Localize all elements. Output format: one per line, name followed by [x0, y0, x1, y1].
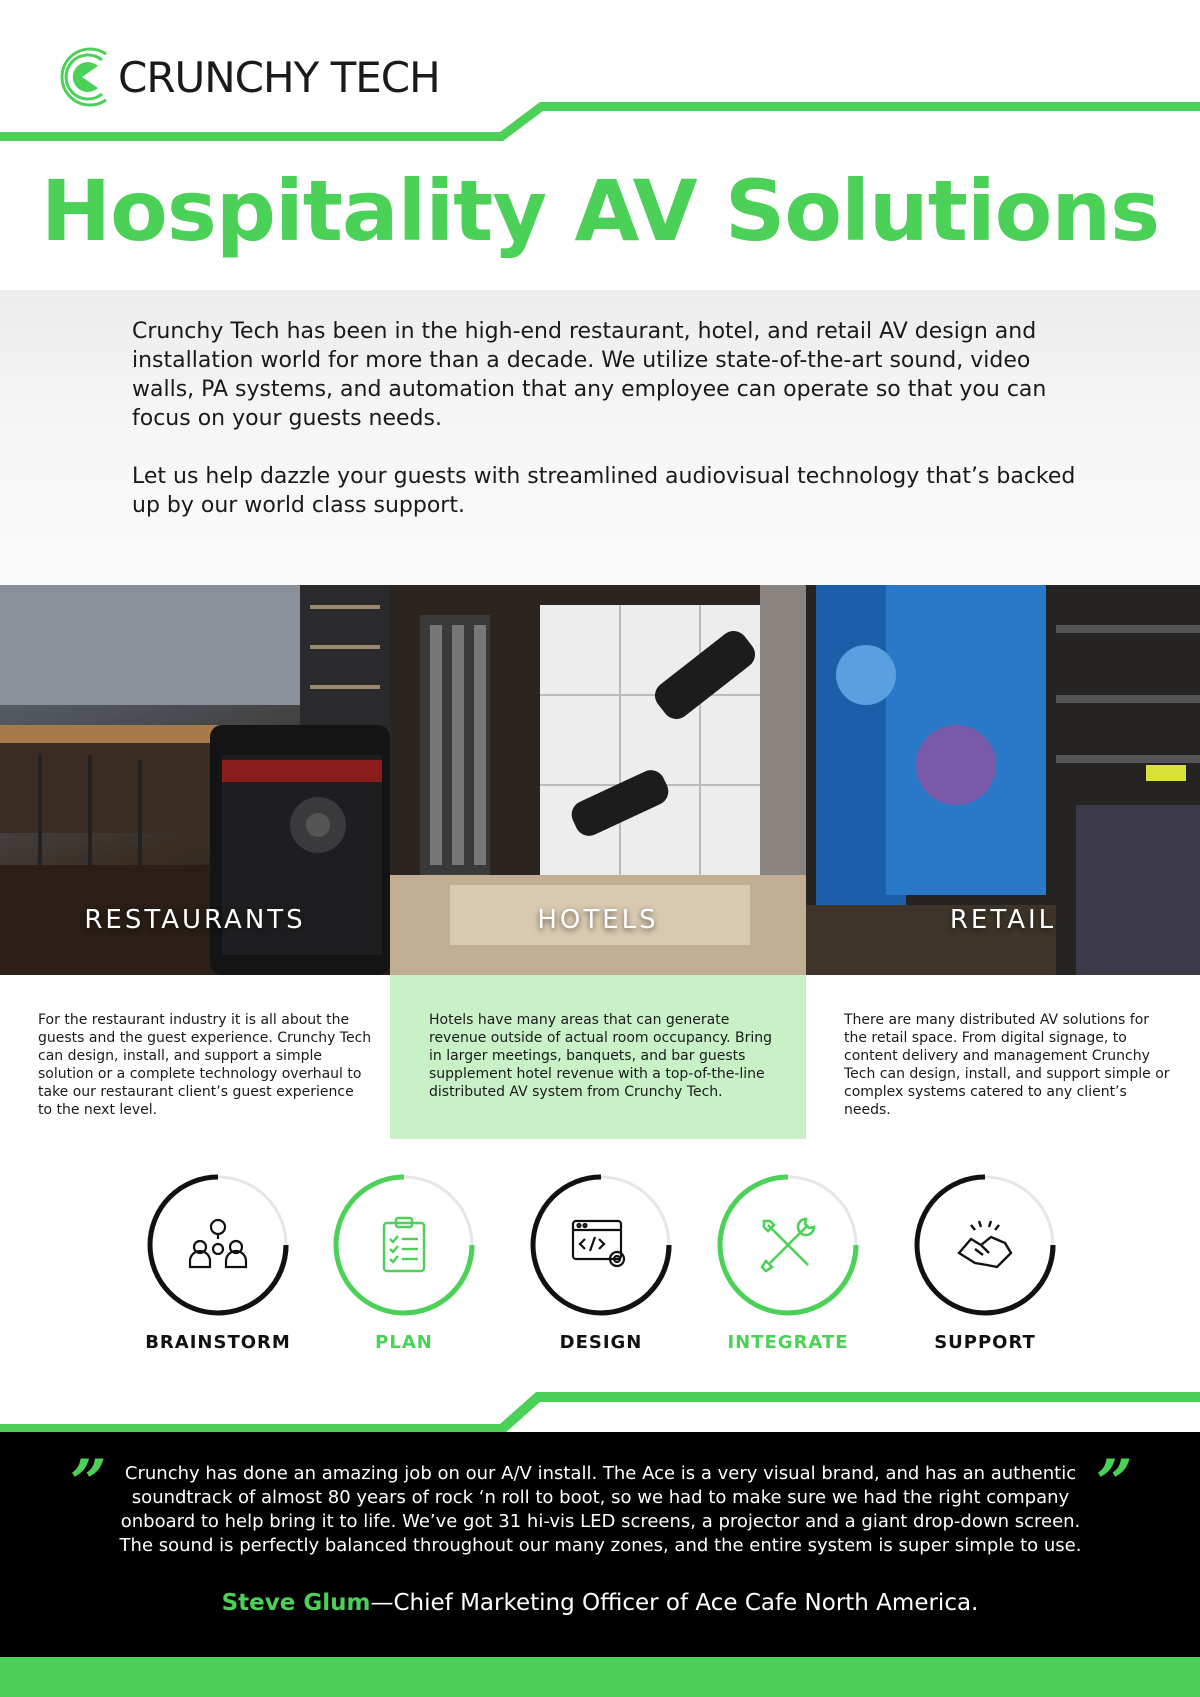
retail-description-text: There are many distributed AV solutions for the retail space. From digital signage, to content delivery and management Crunchy Tech can design, install, and support simple or complex systems catered to any client’s needs. — [844, 1012, 1170, 1118]
footer-bar — [0, 1657, 1200, 1697]
panel-label-hotels: HOTELS — [537, 905, 659, 935]
hotels-description-text: Hotels have many areas that can generate revenue outside of actual room occupancy. Bring in larger meetings, banquets, and bar guests supplement hotel revenue with a top-of-the-line distributed AV system from Crunchy Tech. — [429, 1012, 773, 1100]
panel-label-restaurants: RESTAURANTS — [84, 905, 306, 935]
step-label-plan: PLAN — [375, 1332, 433, 1353]
testimonial-name: Steve Glum — [221, 1590, 371, 1616]
handshake-icon — [953, 1213, 1017, 1277]
testimonial-quote: Crunchy has done an amazing job on our A/V install. The Ace is a very visual brand, and has an authentic soundtrack of almost 80 years of rock ‘n roll to boot, so we had to make sure we had the right company onboard to help bring it to life. We’ve got 31 hi-vis LED screens, a projector and a giant drop-down screen. The sound is perfectly balanced throughout our many zones, and the entire system is super simple to use. — [119, 1463, 1082, 1556]
process-steps — [0, 1170, 1200, 1360]
intro-section — [0, 290, 1200, 585]
intro-paragraph-2: Let us help dazzle your guests with streamlined audiovisual technology that’s backed up by our world class support. — [132, 464, 1076, 518]
step-support — [900, 1170, 1070, 1353]
wrench-screwdriver-icon — [756, 1213, 820, 1277]
step-label-support: SUPPORT — [934, 1332, 1036, 1353]
hotels-description — [390, 975, 806, 1139]
top-accent-stripe — [0, 98, 1200, 148]
step-label-design: DESIGN — [559, 1332, 643, 1353]
brainstorm-team-icon — [186, 1213, 250, 1277]
retail-photo — [806, 585, 1200, 975]
step-design — [516, 1170, 686, 1353]
close-quote-mark: ” — [1096, 1446, 1133, 1521]
clipboard-checklist-icon — [372, 1213, 436, 1277]
restaurants-description-text: For the restaurant industry it is all about the guests and the guest experience. Crunchy Tech can design, install, and support a simple solution or a complete technology overhaul to take our restaurant client’s guest experience to the next level. — [38, 1012, 372, 1118]
retail-description — [806, 975, 1200, 1140]
step-integrate — [703, 1170, 873, 1353]
industry-panels — [0, 585, 1200, 975]
intro-paragraph-1: Crunchy Tech has been in the high-end restaurant, hotel, and retail AV design and installation world for more than a decade. We utilize state-of-the-art sound, video walls, PA systems, and automation that any employee can operate so that you can focus on your guests needs. — [132, 319, 1047, 431]
testimonial-attribution — [0, 1590, 1200, 1616]
browser-code-gear-icon — [569, 1213, 633, 1277]
panel-label-retail: RETAIL — [949, 905, 1057, 935]
step-label-integrate: INTEGRATE — [727, 1332, 849, 1353]
step-label-brainstorm: BRAINSTORM — [145, 1332, 291, 1353]
step-brainstorm — [133, 1170, 303, 1353]
bottom-accent-stripe — [0, 1390, 1200, 1436]
testimonial-role: —Chief Marketing Officer of Ace Cafe North America. — [370, 1590, 979, 1616]
open-quote-mark: ” — [70, 1446, 107, 1521]
step-plan — [319, 1170, 489, 1353]
brand-name: CRUNCHY TECH — [118, 52, 440, 102]
hotels-photo — [390, 585, 806, 975]
restaurants-description — [0, 975, 390, 1140]
page-title: Hospitality AV Solutions — [40, 162, 1160, 260]
restaurants-photo — [0, 585, 390, 975]
